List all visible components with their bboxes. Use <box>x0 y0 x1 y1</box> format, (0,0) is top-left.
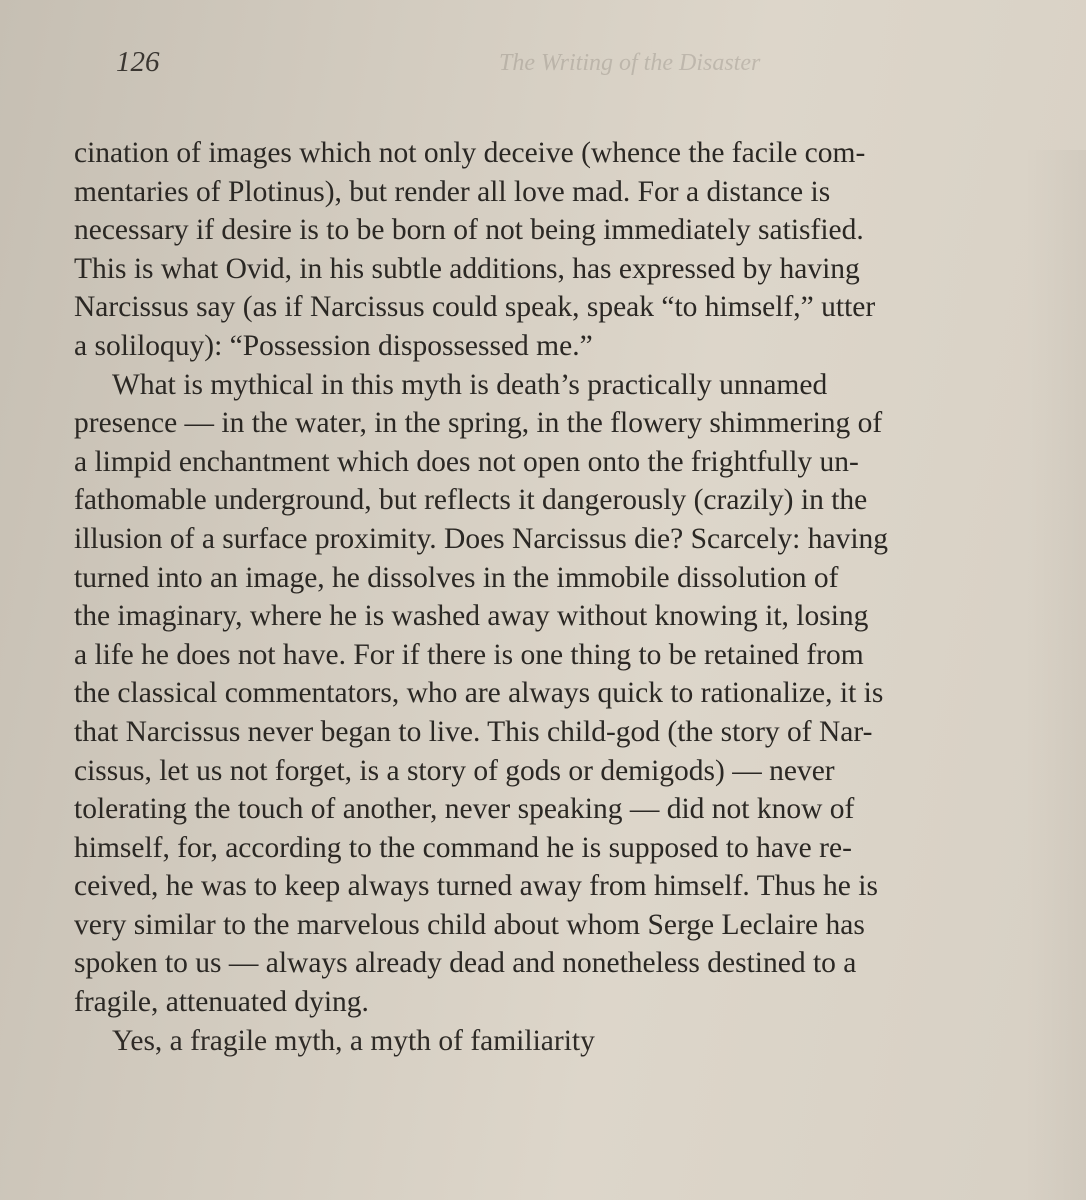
text-line: a soliloquy): “Possession dispossessed me.” <box>74 329 593 362</box>
text-line: mentaries of Plotinus), but render all love mad. For a distance is <box>74 175 831 208</box>
text-line: himself, for, according to the command he is supposed to have re- <box>74 831 852 864</box>
text-line: ceived, he was to keep always turned away from himself. Thus he is <box>74 870 878 903</box>
page-number: 126 <box>116 46 160 78</box>
text-line: fragile, attenuated dying. <box>74 986 369 1019</box>
text-line: a life he does not have. For if there is one thing to be retained from <box>74 638 864 671</box>
text-line: This is what Ovid, in his subtle additions, has expressed by having <box>74 252 860 285</box>
paragraph-first-line: What is mythical in this myth is death’s practically unnamed <box>112 368 828 401</box>
text-line: cissus, let us not forget, is a story of gods or demigods) — never <box>74 754 835 787</box>
text-line: that Narcissus never began to live. This child-god (the story of Nar- <box>74 715 873 748</box>
text-line: necessary if desire is to be born of not being immediately satisfied. <box>74 214 864 247</box>
facing-page-bleed <box>1026 150 1086 1200</box>
text-line: a limpid enchantment which does not open onto the frightfully un- <box>74 445 859 478</box>
text-line: illusion of a surface proximity. Does Narcissus die? Scarcely: having <box>74 522 889 555</box>
text-line: turned into an image, he dissolves in the immobile dissolution of <box>74 561 839 594</box>
text-line: presence — in the water, in the spring, in the flowery shimmering of <box>74 407 883 440</box>
paragraph-first-line-cutoff: Yes, a fragile myth, a myth of familiarity <box>112 1024 595 1057</box>
text-line: cination of images which not only deceive (whence the facile com- <box>74 137 866 169</box>
text-line: Narcissus say (as if Narcissus could speak, speak “to himself,” utter <box>74 291 876 324</box>
text-line: fathomable underground, but reflects it dangerously (crazily) in the <box>74 484 868 517</box>
page-header <box>116 46 1056 86</box>
text-line: the imaginary, where he is washed away without knowing it, losing <box>74 600 869 633</box>
running-head: The Writing of the Disaster <box>499 50 761 76</box>
text-line: the classical commentators, who are always quick to rationalize, it is <box>74 677 884 710</box>
text-line: spoken to us — always already dead and nonetheless destined to a <box>74 947 857 980</box>
body-text <box>74 134 1034 1060</box>
text-line: very similar to the marvelous child about whom Serge Leclaire has <box>74 908 865 941</box>
text-line: tolerating the touch of another, never speaking — did not know of <box>74 793 855 826</box>
